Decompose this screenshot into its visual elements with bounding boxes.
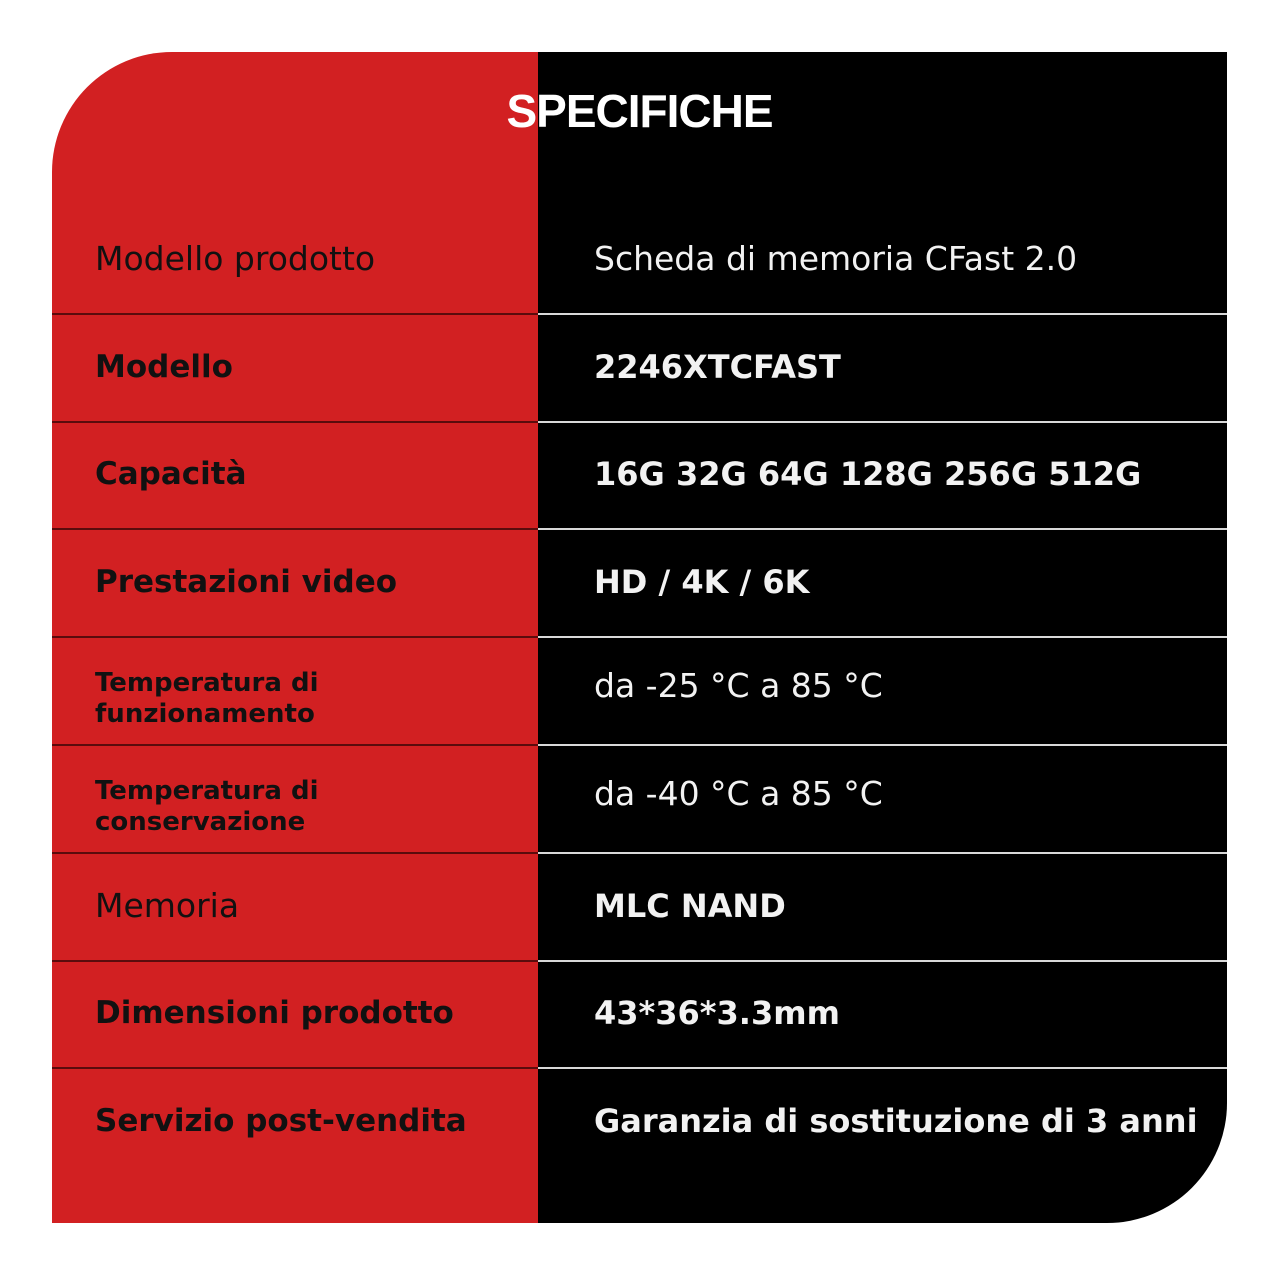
spec-row-capacity [52,421,1227,529]
spec-row-memory [52,852,1227,960]
spec-label: Modello prodotto [95,239,376,279]
spec-row-storage-temperature [52,744,1227,852]
spec-label: Servizio post-vendita [95,1103,467,1140]
spec-value: da -25 °C a 85 °C [594,666,883,706]
spec-label: Temperatura di conservazione [95,775,319,837]
spec-value: HD / 4K / 6K [594,563,810,602]
page-title: SPECIFICHE [506,85,773,137]
spec-row-video-performance [52,528,1227,636]
spec-row-after-sales [52,1067,1227,1175]
spec-label: Temperatura di funzionamento [95,668,319,730]
spec-row-model [52,313,1227,421]
spec-value: 43*36*3.3mm [594,994,840,1033]
spec-label: Modello [95,348,233,385]
spec-table [52,205,1227,1175]
spec-value: 2246XTCFAST [594,347,841,386]
spec-value: Garanzia di sostituzione di 3 anni [594,1102,1198,1141]
spec-label: Memoria [95,886,240,926]
spec-row-product-model [52,205,1227,313]
spec-label: Prestazioni video [95,564,398,601]
spec-value: 16G 32G 64G 128G 256G 512G [594,455,1142,494]
spec-card [52,52,1227,1223]
spec-value: Scheda di memoria CFast 2.0 [594,239,1078,279]
spec-label: Capacità [95,456,247,493]
spec-value: MLC NAND [594,886,786,925]
spec-value: da -40 °C a 85 °C [594,773,883,813]
spec-row-dimensions [52,960,1227,1068]
spec-label: Dimensioni prodotto [95,995,454,1032]
spec-row-operating-temperature [52,636,1227,744]
